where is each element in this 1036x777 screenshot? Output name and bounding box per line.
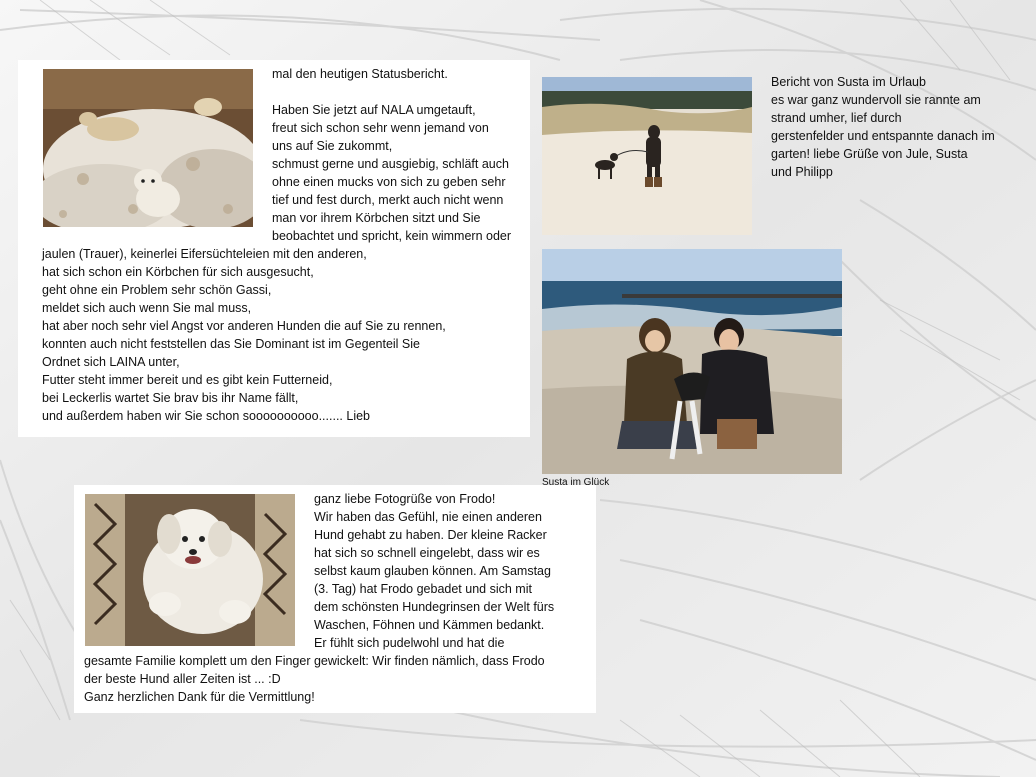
- frodo-greeting-intro: ganz liebe Fotogrüße von Frodo! Wir haben das Gefühl, nie einen anderen Hund gehabt zu haben. Der kleine Racker hat sich so schnell eingelebt, dass wir es selbst kaum glauben können. Am Samstag (3. Tag) hat Frodo gebadet und sich mit dem schönsten Hundegrinsen der Welt fürs Waschen, Föhnen und Kämmen bedankt. Er fühlt sich pudelwohl und hat die: [314, 492, 555, 650]
- nala-status-continued: jaulen (Trauer), keinerlei Eifersüchteleien mit den anderen, hat sich schon ein Körbchen für sich ausgesucht, geht ohne ein Problem sehr schön Gassi, meldet sich auch wenn Sie mal muss, hat aber noch sehr viel Angst vor anderen Hunden die auf Sie zu rennen, konnten auch nicht feststellen das Sie Dominant ist im Gegenteil Sie Ordnet sich LAINA unter, Futter steht immer bereit und es gibt kein Futterneid, bei Leckerlis wartet Sie brav bis ihr Name fällt, und außerdem haben wir Sie schon soooooooooo....... Lieb: [42, 247, 446, 423]
- susta-vacation-report: Bericht von Susta im Urlaub es war ganz wundervoll sie rannte am strand umher, lief durch gerstenfelder und entspannte danach im garten! liebe Grüße von Jule, Susta und Philipp: [771, 75, 995, 179]
- susta-beach-couple-photo: [542, 249, 842, 474]
- frodo-photo: [85, 494, 295, 646]
- frodo-greeting-continued: gesamte Familie komplett um den Finger gewickelt: Wir finden nämlich, dass Frodo der beste Hund aller Zeiten ist ... :D Ganz herzlichen Dank für die Vermittlung!: [84, 654, 545, 704]
- susta-beach-walk-photo: [542, 77, 752, 235]
- nala-photo: [43, 69, 253, 227]
- nala-status-intro: mal den heutigen Statusbericht. Haben Sie jetzt auf NALA umgetauft, freut sich schon sehr wenn jemand von uns auf Sie zukommt, schmust gerne und ausgiebig, schläft auch ohne einen mucks von sich zu geben sehr tief und fest durch, merkt auch nicht wenn man vor ihrem Körbchen sitzt und Sie beobachtet und spricht, kein wimmern oder: [272, 67, 512, 243]
- susta-photo-caption: Susta im Glück: [542, 477, 610, 488]
